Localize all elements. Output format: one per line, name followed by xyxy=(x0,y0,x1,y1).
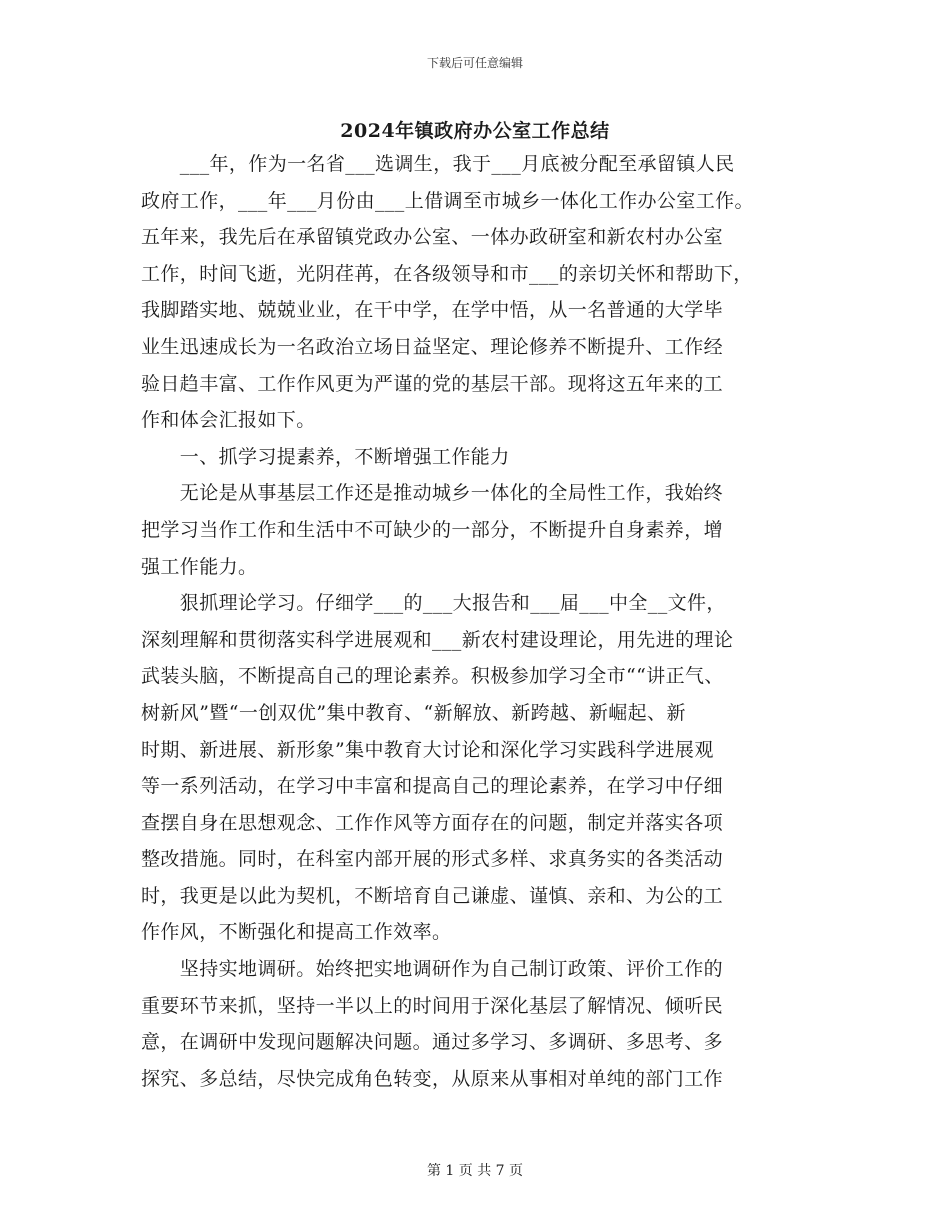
body-line: 五年来，我先后在承留镇党政办公室、一体办政研室和新农村办公室 xyxy=(141,226,724,249)
page-number: 第 1 页 共 7 页 xyxy=(426,1163,524,1179)
body-line: 意，在调研中发现问题解决问题。通过多学习、多调研、多思考、多 xyxy=(141,1031,724,1054)
section-heading: 一、抓学习提素养，不断增强工作能力 xyxy=(141,445,510,468)
body-line: 等一系列活动，在学习中丰富和提高自己的理论素养，在学习中仔细 xyxy=(141,775,724,798)
body-line: 整改措施。同时，在科室内部开展的形式多样、求真务实的各类活动 xyxy=(141,848,724,871)
body-line: 作作风，不断强化和提高工作效率。 xyxy=(141,921,452,944)
body-line: 强工作能力。 xyxy=(141,555,258,578)
body-line: 时期、新进展、新形象”集中教育大讨论和深化学习实践科学进展观 xyxy=(141,738,714,761)
document-title: 2024年镇政府办公室工作总结 xyxy=(340,120,610,142)
body-line: 作和体会汇报如下。 xyxy=(141,409,316,432)
body-line: 武装头脑，不断提高自己的理论素养。积极参加学习全市““讲正气、 xyxy=(141,665,724,688)
document-body xyxy=(141,146,821,1097)
body-line: 狠抓理论学习。仔细学___的___大报告和___届___中全__文件， xyxy=(141,592,726,615)
body-line: 树新风”暨“一创双优”集中教育、“新解放、新跨越、新崛起、新 xyxy=(141,701,686,724)
body-line: 业生迅速成长为一名政治立场日益坚定、理论修养不断提升、工作经 xyxy=(141,335,724,358)
body-line: 重要环节来抓，坚持一半以上的时间用于深化基层了解情况、倾听民 xyxy=(141,994,724,1017)
body-line: 政府工作，___年___月份由___上借调至市城乡一体化工作办公室工作。 xyxy=(141,189,754,212)
body-line: 查摆自身在思想观念、工作作风等方面存在的问题，制定并落实各项 xyxy=(141,811,724,834)
body-line: 探究、多总结，尽快完成角色转变，从原来从事相对单纯的部门工作 xyxy=(141,1067,724,1090)
body-line: 无论是从事基层工作还是推动城乡一体化的全局性工作，我始终 xyxy=(141,482,724,505)
body-line: 工作，时间飞逝，光阴荏苒，在各级领导和市___的亲切关怀和帮助下， xyxy=(141,262,753,285)
body-line: 我脚踏实地、兢兢业业，在干中学，在学中悟，从一名普通的大学毕 xyxy=(141,299,724,322)
body-line: 把学习当作工作和生活中不可缺少的一部分，不断提升自身素养，增 xyxy=(141,518,724,541)
body-line: ___年，作为一名省___选调生，我于___月底被分配至承留镇人民 xyxy=(141,153,735,175)
body-line: 时，我更是以此为契机，不断培育自己谦虚、谨慎、亲和、为公的工 xyxy=(141,884,724,907)
body-line: 坚持实地调研。始终把实地调研作为自己制订政策、评价工作的 xyxy=(141,958,724,981)
header-note: 下载后可任意编辑 xyxy=(426,56,523,70)
body-line: 验日趋丰富、工作作风更为严谨的党的基层干部。现将这五年来的工 xyxy=(141,372,724,395)
body-line: 深刻理解和贯彻落实科学进展观和___新农村建设理论，用先进的理论 xyxy=(141,628,734,651)
